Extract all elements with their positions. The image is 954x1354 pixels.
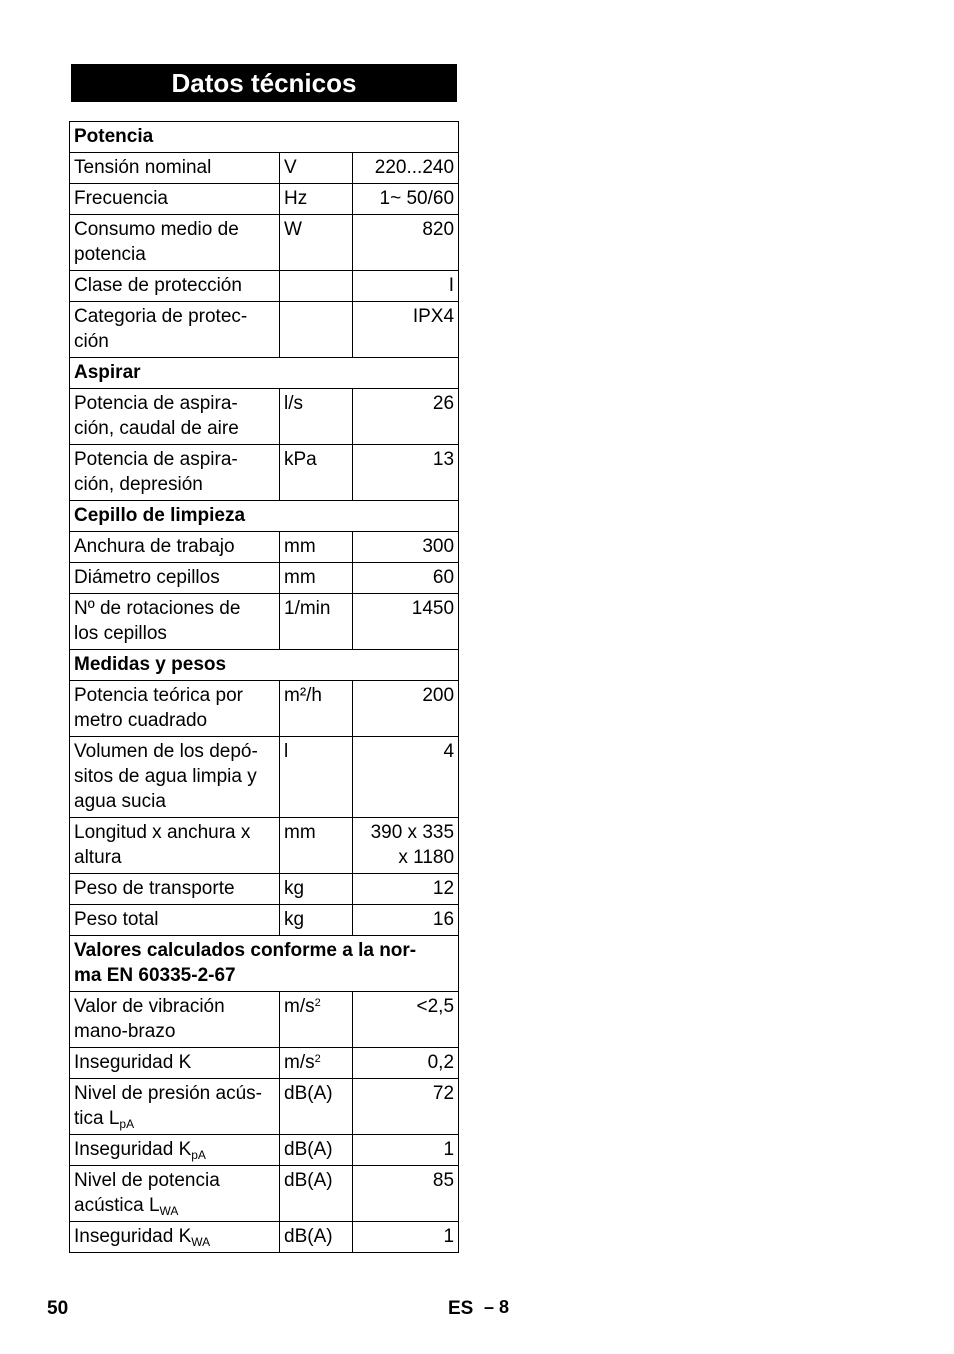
row-value: 1 (353, 1135, 459, 1166)
table-row (70, 1222, 459, 1253)
row-unit (280, 992, 353, 1048)
row-value: 1~ 50/60 (353, 184, 459, 215)
row-value: 300 (353, 532, 459, 563)
row-label: Diámetro cepillos (70, 563, 280, 594)
row-unit: Hz (280, 184, 353, 215)
table-row (70, 1048, 459, 1079)
row-unit: kg (280, 874, 353, 905)
row-unit (280, 271, 353, 302)
row-value: 85 (353, 1166, 459, 1222)
row-value: 12 (353, 874, 459, 905)
section-row (70, 936, 459, 992)
row-unit: dB(A) (280, 1079, 353, 1135)
label-subscript: pA (191, 1148, 206, 1162)
section-row (70, 358, 459, 389)
language-code: ES (448, 1298, 474, 1319)
row-label: Potencia de aspira- ción, caudal de aire (70, 389, 280, 445)
unit-superscript: 2 (314, 1053, 321, 1065)
table-row (70, 563, 459, 594)
table-row (70, 905, 459, 936)
table-row (70, 818, 459, 874)
section-aspirar: Aspirar (70, 358, 459, 389)
row-unit: l/s (280, 389, 353, 445)
table-row (70, 532, 459, 563)
row-unit: 1/min (280, 594, 353, 650)
row-label: Potencia teórica por metro cuadrado (70, 681, 280, 737)
row-unit: l (280, 737, 353, 818)
row-unit: mm (280, 818, 353, 874)
row-unit: dB(A) (280, 1135, 353, 1166)
row-value: 390 x 335 x 1180 (353, 818, 459, 874)
row-label: Valor de vibración mano-brazo (70, 992, 280, 1048)
row-label: Anchura de trabajo (70, 532, 280, 563)
row-label (70, 1222, 280, 1253)
label-subscript: pA (119, 1117, 135, 1131)
table-row (70, 737, 459, 818)
table-row (70, 184, 459, 215)
table-row (70, 445, 459, 501)
row-unit: V (280, 153, 353, 184)
row-value: 0,2 (353, 1048, 459, 1079)
row-label: Inseguridad K (70, 1048, 280, 1079)
unit-superscript: 2 (314, 997, 321, 1009)
section-cepillo: Cepillo de limpieza (70, 501, 459, 532)
row-label: Peso de transporte (70, 874, 280, 905)
unit-text: m/s (284, 996, 315, 1017)
table-row (70, 389, 459, 445)
section-valores: Valores calculados conforme a la nor- ma EN 60335-2-67 (70, 936, 459, 992)
row-label: Frecuencia (70, 184, 280, 215)
row-label: Potencia de aspira- ción, depresión (70, 445, 280, 501)
table-row (70, 271, 459, 302)
label-text: Nivel de presión acús- tica L (74, 1083, 262, 1129)
section-page-number: – 8 (484, 1297, 510, 1317)
row-label: Tensión nominal (70, 153, 280, 184)
table-row (70, 215, 459, 271)
row-unit: dB(A) (280, 1222, 353, 1253)
section-medidas: Medidas y pesos (70, 650, 459, 681)
table-row (70, 1079, 459, 1135)
unit-text: m/s (284, 1052, 315, 1073)
row-label: Longitud x anchura x altura (70, 818, 280, 874)
table-row (70, 594, 459, 650)
section-potencia: Potencia (70, 122, 459, 153)
row-label (70, 1166, 280, 1222)
section-row (70, 122, 459, 153)
label-text: Inseguridad K (74, 1139, 192, 1160)
row-unit: dB(A) (280, 1166, 353, 1222)
row-value: 16 (353, 905, 459, 936)
section-row (70, 650, 459, 681)
row-label: Consumo medio de potencia (70, 215, 280, 271)
row-unit (280, 302, 353, 358)
row-value: 4 (353, 737, 459, 818)
page-number: 50 (47, 1298, 69, 1319)
label-subscript: WA (191, 1235, 211, 1249)
row-value: 200 (353, 681, 459, 737)
table-row (70, 874, 459, 905)
label-text: Inseguridad K (74, 1226, 192, 1247)
table-row (70, 302, 459, 358)
row-value: <2,5 (353, 992, 459, 1048)
row-label: Peso total (70, 905, 280, 936)
label-subscript: WA (159, 1204, 179, 1218)
row-unit (280, 1048, 353, 1079)
table-row (70, 153, 459, 184)
row-label: Clase de protección (70, 271, 280, 302)
row-value: 1450 (353, 594, 459, 650)
row-label: Volumen de los depó- sitos de agua limpia y agua sucia (70, 737, 280, 818)
row-unit: W (280, 215, 353, 271)
section-row (70, 501, 459, 532)
specs-table (69, 121, 459, 1253)
row-value: 13 (353, 445, 459, 501)
table-row (70, 1135, 459, 1166)
row-value: 26 (353, 389, 459, 445)
table-row (70, 681, 459, 737)
row-unit: m²/h (280, 681, 353, 737)
row-label: Nº de rotaciones de los cepillos (70, 594, 280, 650)
row-value: IPX4 (353, 302, 459, 358)
row-value: I (353, 271, 459, 302)
row-unit: kg (280, 905, 353, 936)
row-unit: mm (280, 563, 353, 594)
row-unit: kPa (280, 445, 353, 501)
label-text: Nivel de potencia acústica L (74, 1170, 220, 1216)
row-label (70, 1135, 280, 1166)
table-row (70, 1166, 459, 1222)
row-unit: mm (280, 532, 353, 563)
row-label (70, 1079, 280, 1135)
row-value: 220...240 (353, 153, 459, 184)
row-value: 1 (353, 1222, 459, 1253)
table-row (70, 992, 459, 1048)
row-value: 60 (353, 563, 459, 594)
page-title: Datos técnicos (71, 64, 457, 102)
row-label: Categoria de protec- ción (70, 302, 280, 358)
row-value: 820 (353, 215, 459, 271)
row-value: 72 (353, 1079, 459, 1135)
